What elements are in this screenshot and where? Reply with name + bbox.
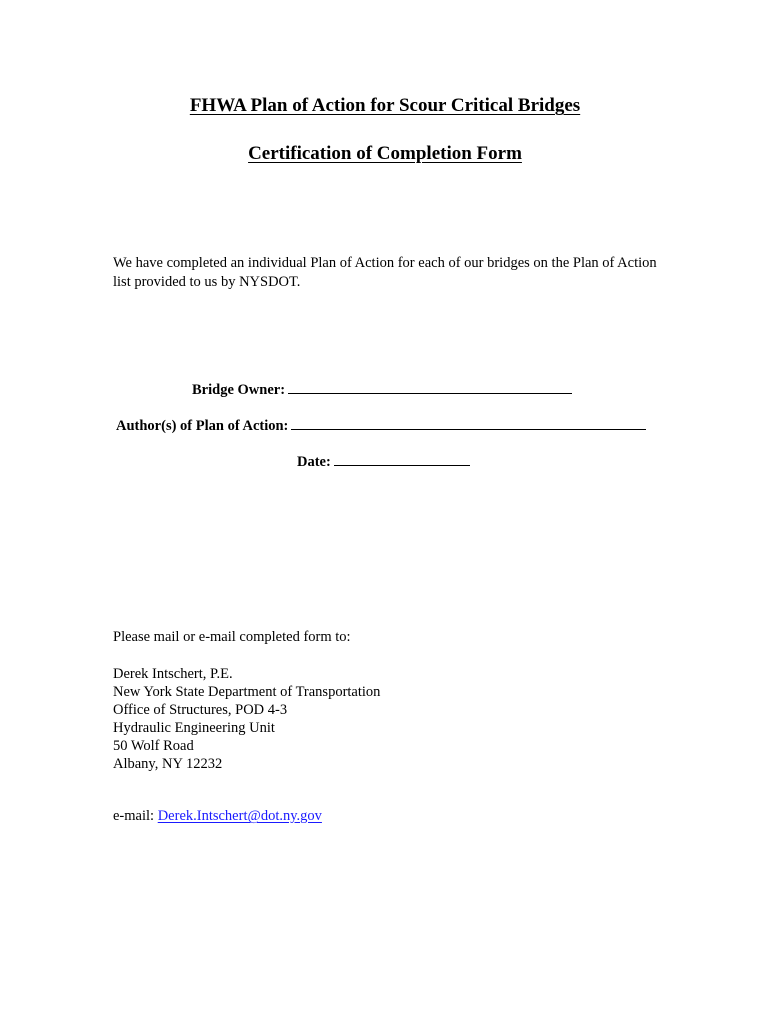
mail-instruction: Please mail or e-mail completed form to: xyxy=(113,629,351,645)
email-line xyxy=(113,808,322,825)
bridge-owner-field xyxy=(192,379,572,399)
bridge-owner-label: Bridge Owner: xyxy=(192,382,286,398)
author-field xyxy=(116,415,646,435)
address-line: Office of Structures, POD 4-3 xyxy=(113,702,288,718)
intro-paragraph: We have completed an individual Plan of Action for each of our bridges on the Plan of Action list provided to us by NYSDOT. xyxy=(113,255,657,290)
date-blank[interactable] xyxy=(334,451,470,466)
mailing-address xyxy=(113,665,380,773)
email-label: e-mail: xyxy=(113,808,155,824)
document-title: FHWA Plan of Action for Scour Critical Bridges xyxy=(189,95,581,116)
date-label: Date: xyxy=(297,454,331,470)
bridge-owner-blank[interactable] xyxy=(288,379,572,394)
email-link[interactable]: Derek.Intschert@dot.ny.gov xyxy=(157,808,322,824)
address-line: 50 Wolf Road xyxy=(113,738,194,754)
address-line: Derek Intschert, P.E. xyxy=(113,666,233,682)
address-line: New York State Department of Transportation xyxy=(113,684,381,700)
document-subtitle: Certification of Completion Form xyxy=(248,143,522,164)
address-line: Hydraulic Engineering Unit xyxy=(113,720,275,736)
date-field xyxy=(297,451,470,471)
author-blank[interactable] xyxy=(291,415,646,430)
author-label: Author(s) of Plan of Action: xyxy=(116,418,289,434)
address-line: Albany, NY 12232 xyxy=(113,756,223,772)
